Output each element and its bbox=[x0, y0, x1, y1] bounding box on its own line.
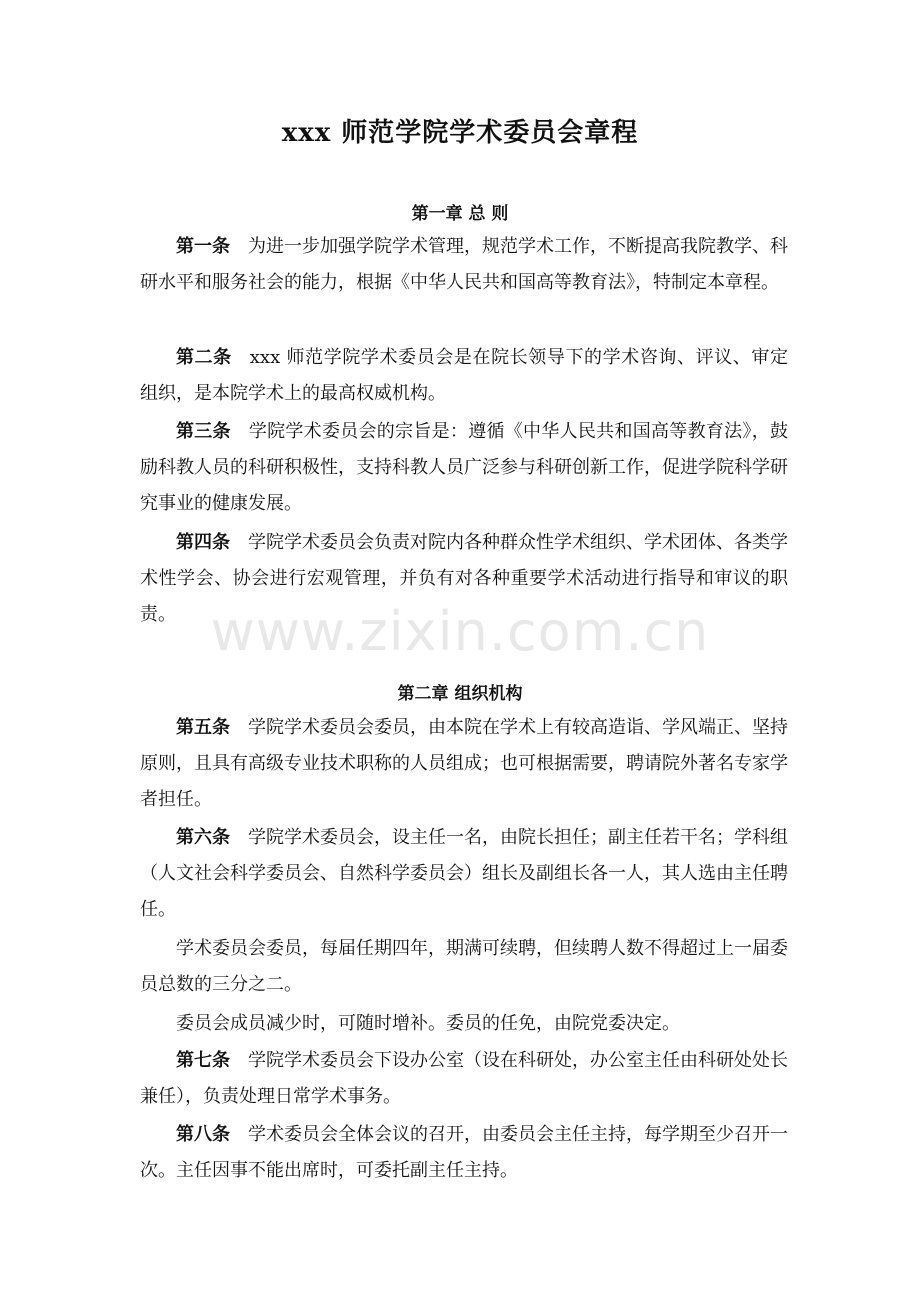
article-text: 学院学术委员会负责对院内各种群众性学术组织、学术团体、各类学术性学会、协会进行宏观管理，并负有对各种重要学术活动进行指导和审议的职责。 bbox=[140, 532, 788, 625]
article-label: 第八条 bbox=[176, 1124, 230, 1145]
article-8 bbox=[140, 1117, 788, 1189]
chapter-heading-2: 第二章 组织机构 bbox=[397, 684, 523, 704]
article-4 bbox=[140, 525, 788, 633]
article-label: 第二条 bbox=[176, 347, 232, 368]
article-1 bbox=[140, 229, 788, 301]
article-text: xxx 师范学院学术委员会是在院长领导下的学术咨询、评议、审定组织，是本院学术上的最高权威机构。 bbox=[140, 347, 788, 404]
article-7 bbox=[140, 1043, 788, 1115]
article-6-paragraph-3 bbox=[140, 1006, 788, 1042]
article-text: 学术委员会委员，每届任期四年，期满可续聘，但续聘人数不得超过上一届委员总数的三分之二。 bbox=[140, 938, 788, 995]
article-text: 学院学术委员会委员，由本院在学术上有较高造诣、学风端正、坚持原则，且具有高级专业技术职称的人员组成；也可根据需要，聘请院外著名专家学者担任。 bbox=[140, 717, 788, 810]
article-label: 第三条 bbox=[176, 421, 231, 442]
article-label: 第七条 bbox=[176, 1050, 230, 1071]
article-6-paragraph-2 bbox=[140, 931, 788, 1003]
article-label: 第五条 bbox=[176, 717, 230, 738]
article-label: 第一条 bbox=[176, 236, 230, 257]
watermark: www.zixin.com.cn bbox=[210, 600, 710, 663]
chapter-heading-1: 第一章 总 则 bbox=[411, 204, 509, 224]
article-text: 为进一步加强学院学术管理，规范学术工作，不断提高我院教学、科研水平和服务社会的能力，根据《中华人民共和国高等教育法》，特制定本章程。 bbox=[140, 236, 788, 293]
article-label: 第六条 bbox=[176, 827, 230, 848]
article-5 bbox=[140, 710, 788, 818]
article-text: 学院学术委员会的宗旨是：遵循《中华人民共和国高等教育法》，鼓励科教人员的科研积极性，支持科教人员广泛参与科研创新工作，促进学院科学研究事业的健康发展。 bbox=[140, 421, 788, 514]
document-title: xxx 师范学院学术委员会章程 bbox=[281, 118, 639, 148]
article-text: 学术委员会全体会议的召开，由委员会主任主持，每学期至少召开一次。主任因事不能出席时，可委托副主任主持。 bbox=[140, 1124, 788, 1181]
article-2 bbox=[140, 340, 788, 412]
article-text: 学院学术委员会，设主任一名，由院长担任；副主任若干名；学科组（人文社会科学委员会、自然科学委员会）组长及副组长各一人，其人选由主任聘任。 bbox=[140, 827, 788, 920]
article-3 bbox=[140, 414, 788, 522]
article-6 bbox=[140, 820, 788, 928]
article-text: 学院学术委员会下设办公室（设在科研处，办公室主任由科研处处长兼任），负责处理日常学术事务。 bbox=[140, 1050, 788, 1107]
article-text: 委员会成员减少时，可随时增补。委员的任免，由院党委决定。 bbox=[176, 1013, 680, 1034]
article-label: 第四条 bbox=[176, 532, 230, 553]
